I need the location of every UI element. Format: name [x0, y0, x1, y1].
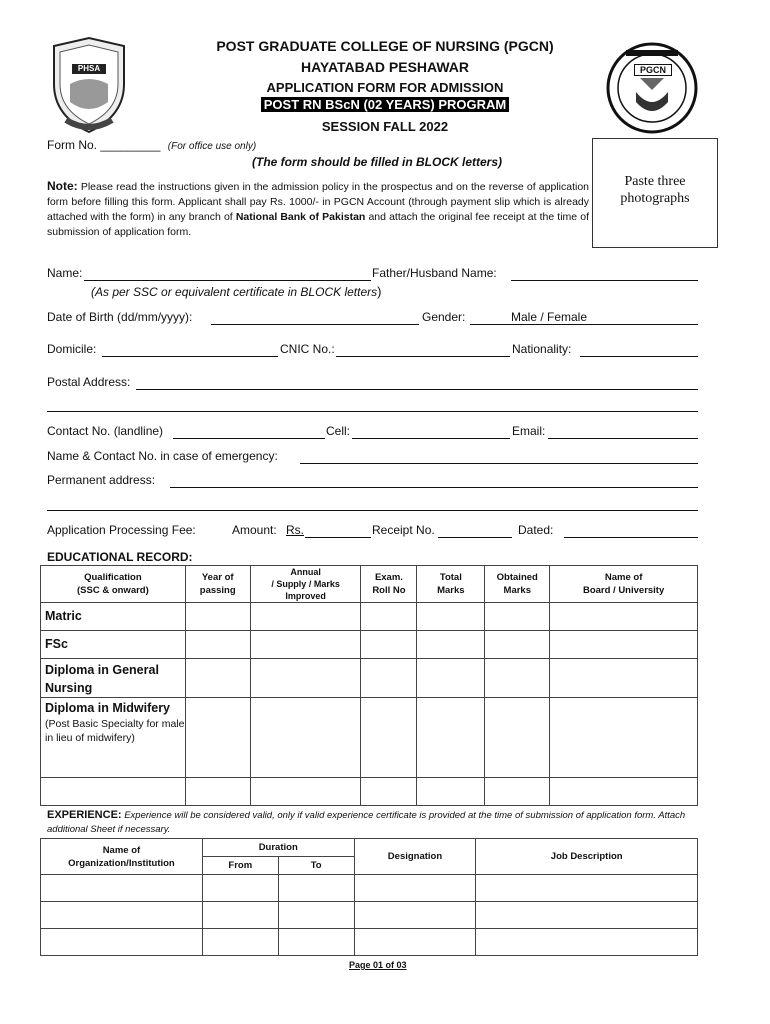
table-row: [41, 929, 698, 956]
cell[interactable]: [185, 698, 250, 778]
emergency-input[interactable]: [300, 463, 698, 464]
cell[interactable]: [417, 778, 485, 806]
dob-label: Date of Birth (dd/mm/yyyy):: [47, 310, 193, 324]
cell[interactable]: [278, 875, 354, 902]
note-paragraph: [47, 179, 589, 240]
col-org-label: Name of Organization/Institution: [68, 844, 175, 869]
cell[interactable]: [485, 778, 550, 806]
row-label-text: FSc: [45, 637, 68, 651]
col-board: [550, 566, 698, 603]
pgcn-logo: [606, 42, 698, 134]
nationality-input[interactable]: [580, 356, 698, 357]
postal-label: Postal Address:: [47, 375, 131, 389]
cell[interactable]: [354, 929, 476, 956]
cell[interactable]: [476, 875, 698, 902]
table-row: [41, 778, 698, 806]
col-year: [185, 566, 250, 603]
cell[interactable]: [354, 902, 476, 929]
name-hint-text: (As per SSC or equivalent certificate in BLOCK letters: [91, 285, 378, 299]
email-label: Email:: [512, 424, 546, 438]
col-to-label: To: [310, 860, 322, 871]
table-row: [41, 902, 698, 929]
college-name: POST GRADUATE COLLEGE OF NURSING (PGCN): [216, 38, 554, 54]
cell[interactable]: [361, 698, 417, 778]
receipt-input[interactable]: [438, 537, 512, 538]
cell[interactable]: [550, 603, 698, 631]
col-qualification: [41, 566, 186, 603]
cell[interactable]: [485, 631, 550, 659]
cell[interactable]: [250, 603, 361, 631]
cell[interactable]: [361, 659, 417, 698]
col-to: [278, 857, 354, 875]
cell-input[interactable]: [352, 438, 510, 439]
father-input[interactable]: [511, 280, 698, 281]
permanent-label: Permanent address:: [47, 473, 156, 487]
row-label-text: Matric: [45, 609, 82, 623]
experience-text: Experience will be considered valid, only if valid experience certificate is provided at the time of submission of application form. Attach additional Sheet if necessary.: [47, 810, 686, 835]
cell[interactable]: [185, 659, 250, 698]
phsa-logo-text: PHSA: [77, 64, 101, 73]
row-label-diploma-midwifery: [41, 698, 186, 778]
permanent-input-2[interactable]: [47, 510, 698, 511]
col-designation-label: Designation: [387, 851, 443, 862]
education-heading: EDUCATIONAL RECORD:: [47, 550, 193, 564]
table-row: [41, 603, 698, 631]
rs-label: Rs.: [286, 523, 304, 537]
name-hint-close: ): [377, 284, 382, 299]
col-annual-label: Annual / Supply / Marks Improved: [271, 567, 340, 601]
cell[interactable]: [417, 603, 485, 631]
phsa-logo: [48, 36, 130, 136]
row-sublabel-text: (Post Basic Specialty for male in lieu of midwifery): [45, 718, 185, 744]
col-obtained-label: Obtained Marks: [496, 572, 538, 596]
nationality-label: Nationality:: [512, 342, 572, 356]
cell[interactable]: [202, 929, 278, 956]
form-no-row: [47, 138, 256, 152]
cell[interactable]: [41, 902, 203, 929]
cell[interactable]: [550, 698, 698, 778]
cell[interactable]: [361, 603, 417, 631]
receipt-label: Receipt No.: [372, 523, 435, 537]
col-duration-label: Duration: [258, 842, 298, 853]
col-roll: [361, 566, 417, 603]
col-obtained: [485, 566, 550, 603]
domicile-input[interactable]: [102, 356, 278, 357]
postal-input-1[interactable]: [136, 389, 698, 390]
table-row: [41, 875, 698, 902]
cell[interactable]: [278, 929, 354, 956]
col-year-label: Year of passing: [199, 572, 236, 596]
cell[interactable]: [41, 929, 203, 956]
cell[interactable]: [550, 778, 698, 806]
cell[interactable]: [361, 778, 417, 806]
cell[interactable]: [361, 631, 417, 659]
col-designation: [354, 839, 476, 875]
name-hint: [91, 284, 381, 299]
gender-input[interactable]: [470, 324, 698, 325]
postal-input-2[interactable]: [47, 411, 698, 412]
domicile-label: Domicile:: [47, 342, 97, 356]
row-label-text: Diploma in Midwifery: [45, 701, 171, 715]
row-label-text: Diploma in General Nursing: [45, 663, 159, 695]
col-job: [476, 839, 698, 875]
cell[interactable]: [417, 659, 485, 698]
form-no-note: (For office use only): [167, 141, 257, 152]
row-label-matric: [41, 603, 186, 631]
col-annual: [250, 566, 361, 603]
cell[interactable]: [250, 698, 361, 778]
dated-input[interactable]: [564, 537, 698, 538]
cell[interactable]: [250, 659, 361, 698]
col-board-label: Name of Board / University: [582, 572, 665, 596]
pgcn-logo-text: PGCN: [634, 64, 672, 76]
cell[interactable]: [354, 875, 476, 902]
cnic-label: CNIC No.:: [280, 342, 335, 356]
cell-label: Cell:: [326, 424, 351, 438]
cell[interactable]: [278, 902, 354, 929]
amount-input[interactable]: [305, 537, 371, 538]
row-label-fsc: [41, 631, 186, 659]
college-location: HAYATABAD PESHAWAR: [300, 59, 470, 75]
name-label: Name:: [47, 266, 83, 280]
cell[interactable]: [476, 929, 698, 956]
col-org: [41, 839, 203, 875]
cell[interactable]: [41, 875, 203, 902]
form-no-label: Form No.: [47, 138, 98, 152]
cell[interactable]: [417, 698, 485, 778]
dated-label: Dated:: [518, 523, 554, 537]
photo-box[interactable]: [592, 138, 718, 248]
table-row: [41, 698, 698, 778]
name-input[interactable]: [84, 280, 371, 281]
education-table: [40, 565, 698, 806]
col-from-label: From: [228, 860, 253, 871]
form-title: APPLICATION FORM FOR ADMISSION: [266, 80, 504, 95]
program-title: POST RN BScN (02 YEARS) PROGRAM: [261, 97, 509, 112]
row-label-diploma-nursing: [41, 659, 186, 698]
cell[interactable]: [185, 778, 250, 806]
amount-label: Amount:: [232, 523, 277, 537]
cell[interactable]: [476, 902, 698, 929]
emergency-label: Name & Contact No. in case of emergency:: [47, 449, 278, 463]
page-number: Page 01 of 03: [349, 960, 407, 970]
cell[interactable]: [550, 631, 698, 659]
cell[interactable]: [185, 603, 250, 631]
session-title: SESSION FALL 2022: [321, 119, 449, 134]
experience-label: EXPERIENCE:: [47, 809, 122, 821]
note-text-b: and attach the original fee receipt at the time of submission of application form.: [47, 211, 589, 238]
gender-options[interactable]: Male / Female: [511, 310, 588, 324]
cell[interactable]: [202, 875, 278, 902]
cell[interactable]: [185, 631, 250, 659]
row-label-blank[interactable]: [41, 778, 186, 806]
col-qualification-label: Qualification (SSC & onward): [76, 572, 149, 596]
col-job-label: Job Description: [550, 851, 623, 862]
cell[interactable]: [417, 631, 485, 659]
cell[interactable]: [485, 603, 550, 631]
contact-label: Contact No. (landline): [47, 424, 164, 438]
col-duration: [202, 839, 354, 857]
cell[interactable]: [485, 659, 550, 698]
program-title-wrap: [170, 97, 600, 112]
table-row: [41, 659, 698, 698]
fee-label: Application Processing Fee:: [47, 523, 196, 537]
note-bank: National Bank of Pakistan: [235, 211, 366, 223]
col-total: [417, 566, 485, 603]
col-roll-label: Exam. Roll No: [372, 572, 406, 596]
cell[interactable]: [550, 659, 698, 698]
cell[interactable]: [250, 631, 361, 659]
photo-box-label: Paste three photographs: [620, 174, 690, 206]
experience-paragraph: [47, 808, 713, 837]
gender-label: Gender:: [422, 310, 466, 324]
cell[interactable]: [485, 698, 550, 778]
email-input[interactable]: [548, 438, 698, 439]
dob-input[interactable]: [211, 324, 419, 325]
permanent-input-1[interactable]: [170, 487, 698, 488]
contact-input[interactable]: [173, 438, 325, 439]
cnic-input[interactable]: [336, 356, 510, 357]
form-no-blank[interactable]: _________: [100, 138, 161, 152]
cell[interactable]: [250, 778, 361, 806]
col-from: [202, 857, 278, 875]
table-row: [41, 631, 698, 659]
col-total-label: Total Marks: [437, 572, 465, 596]
note-label: Note:: [47, 179, 78, 193]
block-letters-note: (The form should be filled in BLOCK letters): [252, 155, 503, 169]
experience-table: [40, 838, 698, 956]
cell[interactable]: [202, 902, 278, 929]
father-label: Father/Husband Name:: [372, 266, 497, 280]
note-text-a: Please read the instructions given in the admission policy in the prospectus and on the reverse of application form before filling this form. Applicant shall pay Rs. 1000/- in PGCN Account (through payment slip which is already attached with the form) in any branch of: [47, 181, 589, 223]
